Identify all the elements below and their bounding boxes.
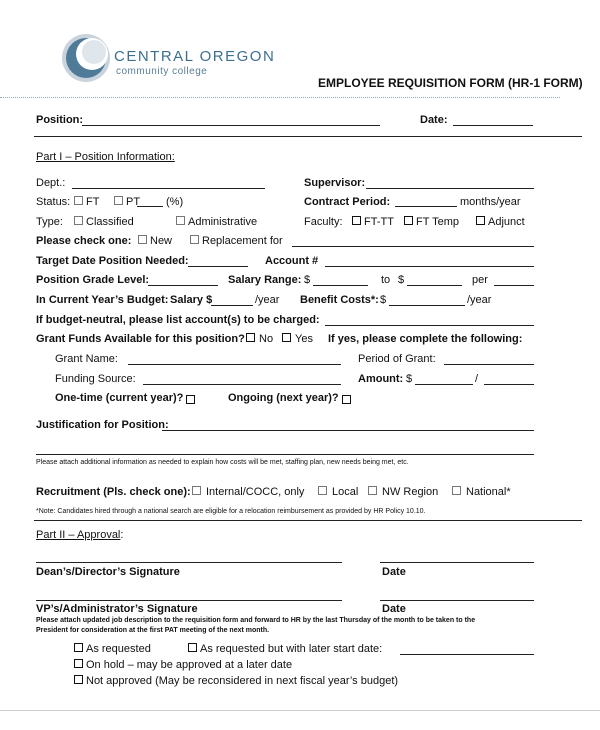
dean-date-field[interactable] [380, 562, 534, 563]
target-date-field[interactable] [188, 266, 248, 267]
salary-range-dollar-2: $ [398, 274, 405, 286]
replacement-label: Replacement for [202, 235, 283, 247]
account-label: Account # [265, 255, 319, 267]
ft-label: FT [86, 196, 100, 208]
nw-region-label: NW Region [382, 486, 439, 498]
on-hold-checkbox[interactable] [74, 659, 83, 668]
position-label: Position: [36, 114, 84, 126]
supervisor-field[interactable] [366, 188, 534, 189]
pt-percent-field[interactable] [137, 206, 163, 207]
status-label: Status: [36, 196, 71, 208]
nw-region-checkbox[interactable] [368, 486, 377, 495]
page-bottom-edge [0, 710, 600, 711]
internal-label: Internal/COCC, only [206, 486, 305, 498]
as-requested-label: As requested [86, 643, 151, 655]
please-check-label: Please check one: [36, 235, 132, 247]
budget-neutral-label: If budget-neutral, please list account(s) to be charged: [36, 314, 320, 326]
funding-source-field[interactable] [143, 384, 341, 385]
not-approved-checkbox[interactable] [74, 675, 83, 684]
benefit-costs-field[interactable] [389, 305, 465, 306]
grant-funds-label: Grant Funds Available for this position? [36, 333, 245, 345]
grant-no-checkbox[interactable] [246, 333, 255, 342]
not-approved-option[interactable] [74, 675, 398, 687]
grant-name-label: Grant Name: [55, 353, 118, 365]
classified-checkbox[interactable] [74, 216, 83, 225]
administrative-label: Administrative [188, 216, 258, 228]
recruitment-nw-option[interactable] [368, 486, 438, 498]
justification-field-2[interactable] [36, 454, 534, 455]
dean-signature-label: Dean’s/Director’s Signature [36, 566, 180, 578]
section-divider [34, 136, 582, 137]
benefit-costs-label: Benefit Costs*: [300, 294, 379, 306]
type-classified-option[interactable] [74, 216, 134, 228]
org-subtitle: community college [116, 66, 208, 77]
header-rule [0, 97, 560, 98]
vp-date-field[interactable] [380, 600, 534, 601]
grant-no-label: No [259, 333, 274, 345]
later-start-label: As requested but with later start date: [200, 643, 383, 655]
type-label: Type: [36, 216, 63, 228]
salary-range-max-field[interactable] [407, 285, 462, 286]
dean-date-label: Date [382, 566, 406, 578]
replacement-field[interactable] [292, 246, 534, 247]
recruitment-label: Recruitment (Pls. check one): [36, 486, 191, 498]
grant-name-field[interactable] [128, 364, 341, 365]
date-label: Date: [420, 114, 448, 126]
on-hold-option[interactable] [74, 659, 292, 671]
justification-field-1[interactable] [162, 430, 534, 431]
local-checkbox[interactable] [318, 486, 327, 495]
current-budget-label: In Current Year’s Budget: [36, 294, 169, 306]
one-time-checkbox[interactable] [186, 395, 195, 404]
section-divider-2 [34, 520, 582, 521]
months-year-label: months/year [460, 196, 521, 208]
amount-dollar: $ [406, 373, 413, 385]
new-label: New [150, 235, 173, 247]
ft-tt-label: FT-TT [364, 216, 394, 228]
ft-checkbox[interactable] [74, 196, 83, 205]
recruitment-national-option[interactable] [452, 486, 511, 498]
on-hold-label: On hold – may be approved at a later date [86, 659, 293, 671]
grant-yes-checkbox[interactable] [282, 333, 291, 342]
period-of-grant-label: Period of Grant: [358, 353, 436, 365]
type-administrative-option[interactable] [176, 216, 257, 228]
salary-dollar-label: Salary $ [170, 294, 213, 306]
salary-range-to: to [381, 274, 391, 286]
vp-signature-label: VP’s/Administrator’s Signature [36, 603, 198, 615]
salary-range-label: Salary Range: [228, 274, 302, 286]
part2-heading-text: Part II – Approval [36, 529, 121, 541]
later-start-option[interactable] [188, 643, 382, 655]
salary-range-per: per [472, 274, 488, 286]
amount-field-1[interactable] [415, 384, 473, 385]
ft-temp-label: FT Temp [416, 216, 459, 228]
attach-note: Please attach additional information as needed to explain how costs will be met, staffing plan, new needs being met, etc. [36, 459, 409, 466]
contract-period-label: Contract Period: [304, 196, 391, 208]
form-title: EMPLOYEE REQUISITION FORM (HR-1 FORM) [318, 76, 583, 90]
national-search-footnote: *Note: Candidates hired through a national search are eligible for a relocation reimbursement as provided by HR Policy 10.10. [36, 508, 426, 515]
not-approved-label: Not approved (May be reconsidered in next fiscal year’s budget) [86, 675, 399, 687]
account-field[interactable] [325, 266, 534, 267]
benefit-per-year: /year [467, 294, 492, 306]
grant-no-option[interactable] [246, 333, 273, 345]
administrative-checkbox[interactable] [176, 216, 185, 225]
ongoing-checkbox[interactable] [342, 395, 351, 404]
benefit-dollar: $ [380, 294, 387, 306]
dept-field[interactable] [72, 188, 265, 189]
date-field[interactable] [453, 125, 533, 126]
adjunct-checkbox[interactable] [476, 216, 485, 225]
internal-checkbox[interactable] [192, 486, 201, 495]
ongoing-label: Ongoing (next year)? [228, 392, 339, 404]
replacement-option[interactable] [190, 235, 283, 247]
position-field[interactable] [82, 125, 380, 126]
as-requested-option[interactable] [74, 643, 151, 655]
faculty-ft-temp-option[interactable] [404, 216, 459, 228]
new-option[interactable] [138, 235, 172, 247]
part2-heading [36, 529, 123, 541]
salary-amount-field[interactable] [211, 305, 253, 306]
later-start-checkbox[interactable] [188, 643, 197, 652]
grade-level-label: Position Grade Level: [36, 274, 150, 286]
amount-slash: / [475, 373, 479, 385]
new-checkbox[interactable] [138, 235, 147, 244]
if-yes-label: If yes, please complete the following: [328, 333, 523, 345]
funding-source-label: Funding Source: [55, 373, 136, 385]
ft-tt-checkbox[interactable] [352, 216, 361, 225]
salary-per-year: /year [255, 294, 280, 306]
college-logo-mark [60, 32, 112, 84]
status-ft-option[interactable] [74, 196, 99, 208]
instructions-line-1: Please attach updated job description to the requisition form and forward to HR by the last Thursday of the month to be taken to the [36, 617, 476, 624]
part2-heading-colon: : [120, 529, 124, 541]
replacement-checkbox[interactable] [190, 235, 199, 244]
recruitment-local-option[interactable] [318, 486, 358, 498]
justification-label: Justification for Position: [36, 419, 169, 431]
instructions-line-2: President for consideration at the first PAT meeting of the next month. [36, 627, 270, 634]
faculty-label: Faculty: [304, 216, 343, 228]
budget-neutral-field[interactable] [325, 325, 534, 326]
grant-yes-label: Yes [295, 333, 313, 345]
vp-date-label: Date [382, 603, 406, 615]
faculty-adjunct-option[interactable] [476, 216, 525, 228]
national-checkbox[interactable] [452, 486, 461, 495]
org-name: CENTRAL OREGON [114, 48, 276, 65]
pt-checkbox[interactable] [114, 196, 123, 205]
target-date-label: Target Date Position Needed: [36, 255, 189, 267]
grade-level-field[interactable] [148, 285, 218, 286]
amount-field-2[interactable] [484, 384, 534, 385]
as-requested-checkbox[interactable] [74, 643, 83, 652]
vp-signature-field[interactable] [36, 600, 342, 601]
pt-percent-label: (%) [166, 196, 184, 208]
classified-label: Classified [86, 216, 134, 228]
adjunct-label: Adjunct [488, 216, 525, 228]
salary-range-min-field[interactable] [313, 285, 368, 286]
salary-range-dollar-1: $ [304, 274, 311, 286]
grant-yes-option[interactable] [282, 333, 313, 345]
dean-signature-field[interactable] [36, 562, 342, 563]
one-time-label: One-time (current year)? [55, 392, 184, 404]
supervisor-label: Supervisor: [304, 177, 366, 189]
contract-period-field[interactable] [395, 206, 457, 207]
national-label: National* [466, 486, 511, 498]
ft-temp-checkbox[interactable] [404, 216, 413, 225]
salary-range-per-field[interactable] [494, 285, 534, 286]
pt-label: PT [126, 196, 141, 208]
local-label: Local [332, 486, 359, 498]
amount-label: Amount: [358, 373, 404, 385]
faculty-ft-tt-option[interactable] [352, 216, 394, 228]
part1-heading: Part I – Position Information: [36, 151, 175, 163]
dept-label: Dept.: [36, 177, 66, 189]
later-start-date-field[interactable] [400, 654, 534, 655]
recruitment-internal-option[interactable] [192, 486, 304, 498]
period-of-grant-field[interactable] [444, 364, 534, 365]
